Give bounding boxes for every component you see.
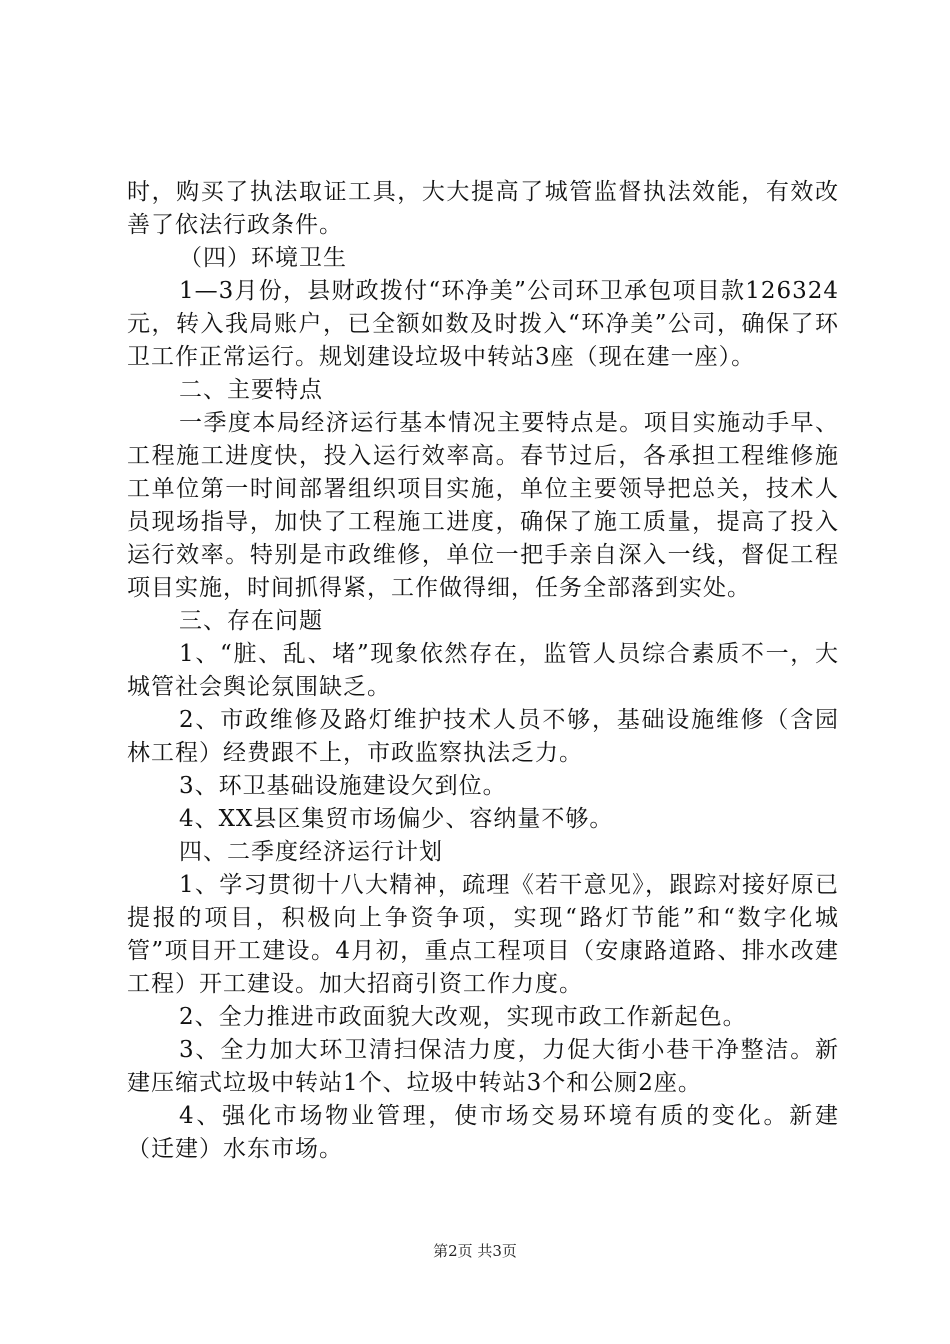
list-item: 4、强化市场物业管理，使市场交易环境有质的变化。新建（迁建）水东市场。 bbox=[127, 1103, 839, 1162]
page-footer bbox=[0, 1240, 950, 1261]
list-item: 1、“脏、乱、堵”现象依然存在，监管人员综合素质不一，大城管社会舆论氛围缺乏。 bbox=[127, 641, 839, 700]
paragraph: 时，购买了执法取证工具，大大提高了城管监督执法效能，有效改善了依法行政条件。 bbox=[127, 179, 839, 238]
list-item: 4、XX县区集贸市场偏少、容纳量不够。 bbox=[179, 806, 614, 832]
paragraph: 一季度本局经济运行基本情况主要特点是。项目实施动手早、工程施工进度快，投入运行效率高。春节过后，各承担工程维修施工单位第一时间部署组织项目实施，单位主要领导把总关，技术人员现场指导，加快了工程施工进度，确保了施工质量，提高了投入运行效率。特别是市政维修，单位一把手亲自深入一线，督促工程项目实施，时间抓得紧，工作做得细，任务全部落到实处。 bbox=[127, 410, 839, 601]
document-body bbox=[127, 176, 839, 1166]
list-item: 3、环卫基础设施建设欠到位。 bbox=[179, 773, 507, 799]
page-number: 第2页 共3页 bbox=[433, 1242, 517, 1260]
list-item: 3、全力加大环卫清扫保洁力度，力促大街小巷干净整洁。新建压缩式垃圾中转站1个、垃圾中转站3个和公厕2座。 bbox=[127, 1037, 839, 1096]
list-item: 2、市政维修及路灯维护技术人员不够，基础设施维修（含园林工程）经费跟不上，市政监察执法乏力。 bbox=[127, 707, 839, 766]
section-heading: （四）环境卫生 bbox=[179, 245, 347, 271]
section-heading: 二、主要特点 bbox=[179, 377, 323, 403]
section-heading: 四、二季度经济运行计划 bbox=[179, 839, 443, 865]
paragraph: 1—3月份，县财政拨付“环净美”公司环卫承包项目款126324元，转入我局账户，已全额如数及时拨入“环净美”公司，确保了环卫工作正常运行。规划建设垃圾中转站3座（现在建一座）。 bbox=[127, 278, 839, 370]
list-item: 2、全力推进市政面貌大改观，实现市政工作新起色。 bbox=[179, 1004, 747, 1030]
list-item: 1、学习贯彻十八大精神，疏理《若干意见》，跟踪对接好原已提报的项目，积极向上争资争项，实现“路灯节能”和“数字化城管”项目开工建设。4月初，重点工程项目（安康路道路、排水改建工程）开工建设。加大招商引资工作力度。 bbox=[127, 872, 839, 997]
section-heading: 三、存在问题 bbox=[179, 608, 323, 634]
